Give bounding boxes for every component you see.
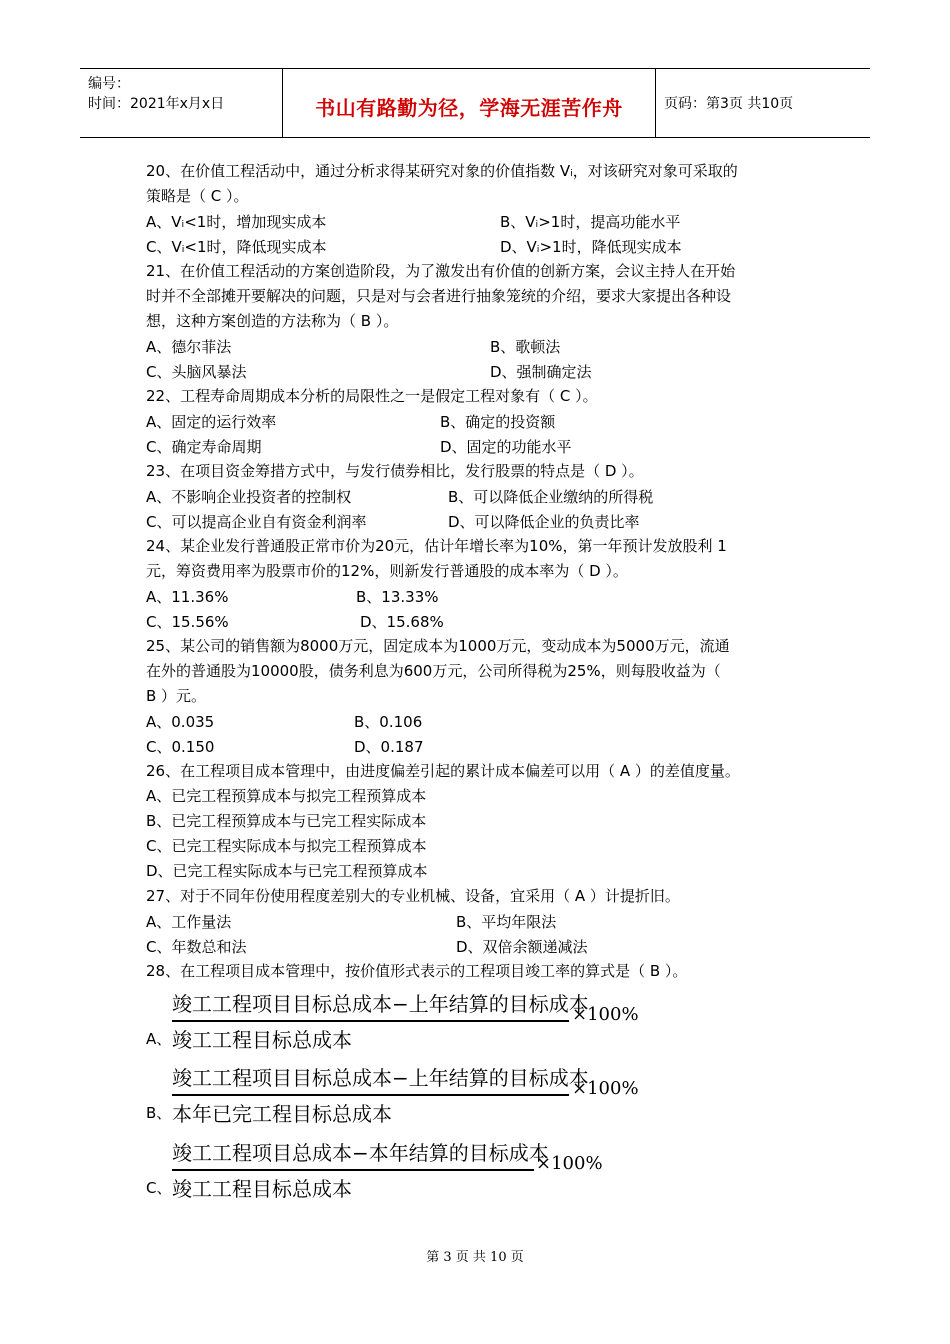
question-21-line-1: 21、在价值工程活动的方案创造阶段，为了激发出有价值的创新方案，会议主持人在开始 <box>146 262 736 280</box>
date-line: 时间：2021年x月x日 <box>88 96 225 112</box>
header-motto-cell <box>283 69 656 137</box>
question-22: 22、工程寿命周期成本分析的局限性之一是假定工程对象有（ C ）。 <box>146 387 598 405</box>
question-23: 23、在项目资金筹措方式中，与发行债券相比，发行股票的特点是（ D ）。 <box>146 462 644 480</box>
q24-option-b: B、13.33% <box>356 588 439 606</box>
q20-option-c: C、Vᵢ<1时，降低现实成本 <box>146 238 327 256</box>
q24-option-a: A、11.36% <box>146 588 229 606</box>
motto: 书山有路勤为径，学海无涯苦作舟 <box>315 96 623 120</box>
q25-option-b: B、0.106 <box>354 713 423 731</box>
question-20-line-2: 策略是（ C ）。 <box>146 187 249 205</box>
header-meta-cell <box>80 69 283 137</box>
question-21-line-2: 时并不全部摊开要解决的问题，只是对与会者进行抽象笼统的介绍，要求大家提出各种设 <box>146 287 732 305</box>
question-24-line-1: 24、某企业发行普通股正常市价为20元，估计年增长率为10%，第一年预计发放股利 1 <box>146 537 727 555</box>
page-footer: 第 3 页 共 10 页 <box>426 1250 524 1265</box>
q27-option-c: C、年数总和法 <box>146 938 247 956</box>
q22-option-a: A、固定的运行效率 <box>146 413 277 431</box>
formula-a <box>172 988 589 1052</box>
q27-option-a: A、工作量法 <box>146 913 232 931</box>
q22-option-b: B、确定的投资额 <box>440 413 556 431</box>
formula-c-label: C、 <box>146 1179 172 1197</box>
formula-c-numerator: 竣工工程项目总成本−本年结算的目标成本 <box>172 1141 549 1165</box>
q26-option-b: B、已完工程预算成本与已完工程实际成本 <box>146 812 427 830</box>
q24-option-d: D、15.68% <box>360 613 444 631</box>
formula-a-numerator: 竣工工程项目目标总成本−上年结算的目标成本 <box>172 992 589 1016</box>
q23-option-d: D、可以降低企业的负责比率 <box>448 513 640 531</box>
q25-option-a: A、0.035 <box>146 713 215 731</box>
page-header <box>80 68 870 138</box>
formula-b <box>172 1062 589 1126</box>
formula-a-denominator: 竣工工程目标总成本 <box>172 1028 352 1052</box>
q21-option-b: B、歌顿法 <box>490 338 561 356</box>
formula-b-fraction-bar <box>172 1094 569 1096</box>
q26-option-a: A、已完工程预算成本与拟完工程预算成本 <box>146 787 427 805</box>
header-page-cell <box>656 69 870 137</box>
q20-option-b: B、Vᵢ>1时，提高功能水平 <box>500 213 681 231</box>
q21-option-a: A、德尔菲法 <box>146 338 232 356</box>
question-21-line-3: 想，这种方案创造的方法称为（ B ）。 <box>146 312 399 330</box>
formula-c-denominator: 竣工工程目标总成本 <box>172 1177 352 1201</box>
q26-option-c: C、已完工程实际成本与拟完工程预算成本 <box>146 837 427 855</box>
question-26: 26、在工程项目成本管理中，由进度偏差引起的累计成本偏差可以用（ A ）的差值度量。 <box>146 762 740 780</box>
formula-b-numerator: 竣工工程项目目标总成本−上年结算的目标成本 <box>172 1066 589 1090</box>
q22-option-c: C、确定寿命周期 <box>146 438 262 456</box>
serial-number-label: 编号： <box>88 76 130 92</box>
q24-option-c: C、15.56% <box>146 613 229 631</box>
question-20-line-1: 20、在价值工程活动中，通过分析求得某研究对象的价值指数 Vᵢ，对该研究对象可采取的 <box>146 162 738 180</box>
formula-a-multiplier: ×100% <box>572 1004 639 1025</box>
q21-option-d: D、强制确定法 <box>490 363 592 381</box>
q23-option-c: C、可以提高企业自有资金利润率 <box>146 513 367 531</box>
q22-option-d: D、固定的功能水平 <box>440 438 572 456</box>
formula-c <box>172 1137 549 1201</box>
question-24-line-2: 元，筹资费用率为股票市价的12%，则新发行普通股的成本率为（ D ）。 <box>146 562 628 580</box>
formula-c-multiplier: ×100% <box>536 1153 603 1174</box>
formula-b-label: B、 <box>146 1104 172 1122</box>
formula-c-fraction-bar <box>172 1169 534 1171</box>
q27-option-d: D、双倍余额递减法 <box>456 938 588 956</box>
page-info: 页码：第3页 共10页 <box>664 96 794 112</box>
question-25-line-3: B ）元。 <box>146 687 207 705</box>
formula-b-denominator: 本年已完工程目标总成本 <box>172 1102 392 1126</box>
question-25-line-1: 25、某公司的销售额为8000万元，固定成本为1000万元，变动成本为5000万元，流通 <box>146 637 730 655</box>
formula-a-label: A、 <box>146 1030 172 1048</box>
q26-option-d: D、已完工程实际成本与已完工程预算成本 <box>146 862 428 880</box>
question-27: 27、对于不同年份使用程度差别大的专业机械、设备，宜采用（ A ）计提折旧。 <box>146 887 680 905</box>
q20-option-a: A、Vᵢ<1时，增加现实成本 <box>146 213 327 231</box>
formula-b-multiplier: ×100% <box>572 1078 639 1099</box>
q27-option-b: B、平均年限法 <box>456 913 557 931</box>
question-28: 28、在工程项目成本管理中，按价值形式表示的工程项目竣工率的算式是（ B ）。 <box>146 962 688 980</box>
q23-option-a: A、不影响企业投资者的控制权 <box>146 488 352 506</box>
formula-a-fraction-bar <box>172 1020 569 1022</box>
q21-option-c: C、头脑风暴法 <box>146 363 247 381</box>
q25-option-d: D、0.187 <box>354 738 424 756</box>
question-25-line-2: 在外的普通股为10000股，债务利息为600万元，公司所得税为25%，则每股收益为（ <box>146 662 721 680</box>
q23-option-b: B、可以降低企业缴纳的所得税 <box>448 488 654 506</box>
q25-option-c: C、0.150 <box>146 738 215 756</box>
q20-option-d: D、Vᵢ>1时，降低现实成本 <box>500 238 682 256</box>
